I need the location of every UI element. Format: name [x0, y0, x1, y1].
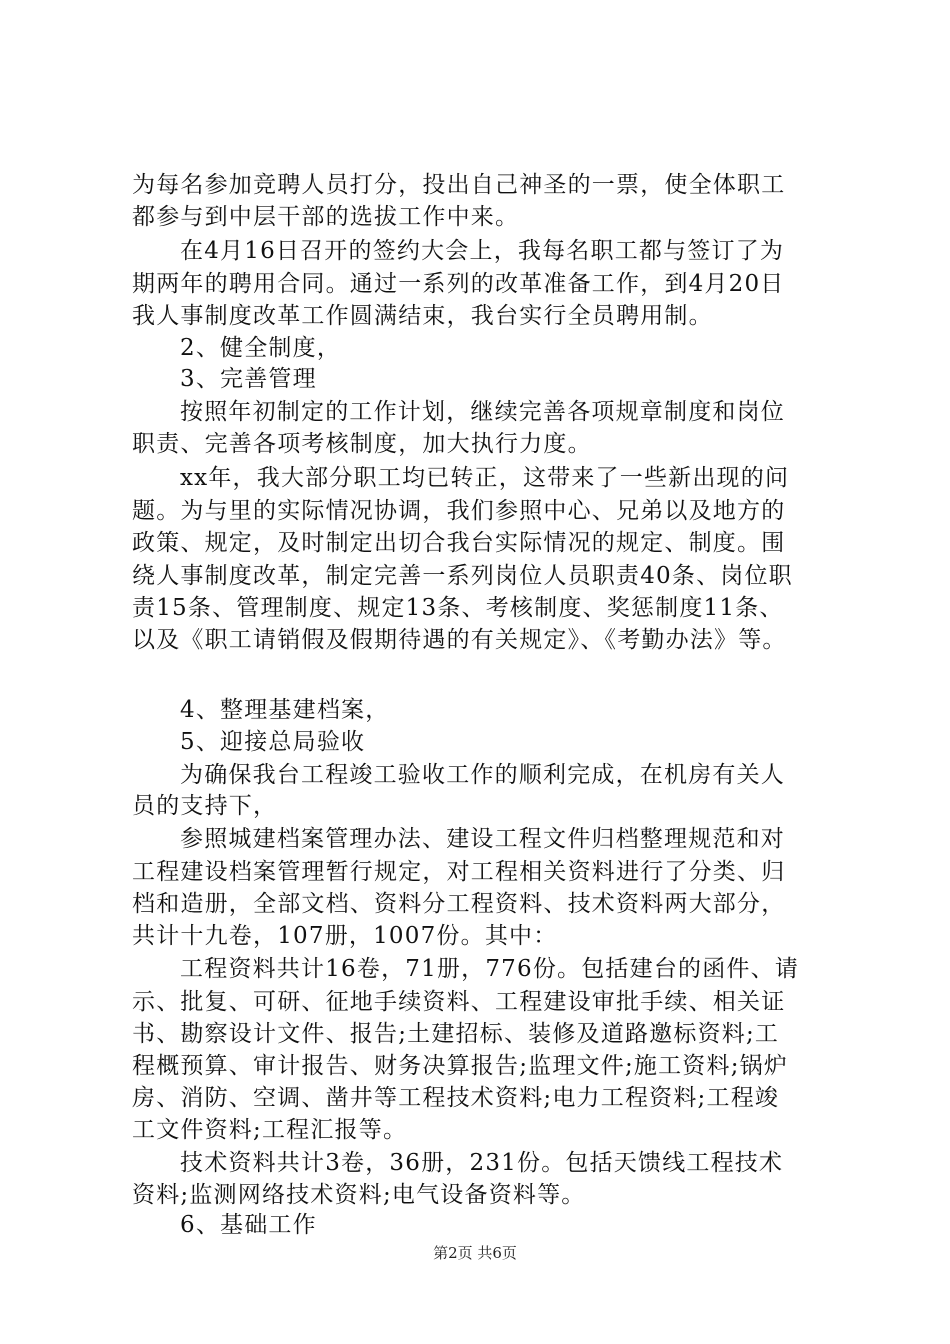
- text-line: 期两年的聘用合同。通过一系列的改革准备工作，到4月20日: [132, 271, 785, 297]
- page-number-footer: 第2页 共6页: [433, 1244, 517, 1262]
- text-line: 房、消防、空调、凿井等工程技术资料;电力工程资料;工程竣: [132, 1085, 780, 1111]
- text-line: 程概预算、审计报告、财务决算报告;监理文件;施工资料;锅炉: [132, 1053, 789, 1079]
- text-line: 工程资料共计16卷，71册，776份。包括建台的函件、请: [180, 956, 800, 982]
- text-line: 档和造册，全部文档、资料分工程资料、技术资料两大部分，: [132, 891, 786, 917]
- text-line: 在4月16日召开的签约大会上，我每名职工都与签订了为: [180, 238, 785, 264]
- text-line: 共计十九卷，107册，1007份。其中：: [132, 923, 558, 949]
- text-line: 以及《职工请销假及假期待遇的有关规定》、《考勤办法》等。: [132, 627, 787, 653]
- text-line: 为确保我台工程竣工验收工作的顺利完成，在机房有关人: [180, 762, 785, 788]
- text-line: 都参与到中层干部的选拔工作中来。: [132, 204, 520, 230]
- text-line: 政策、规定，及时制定出切合我台实际情况的规定、制度。围: [132, 530, 786, 556]
- text-line: 参照城建档案管理办法、建设工程文件归档整理规范和对: [180, 826, 785, 852]
- section-heading: 3、完善管理: [180, 366, 317, 392]
- text-line: 题。为与里的实际情况协调，我们参照中心、兄弟以及地方的: [132, 498, 786, 524]
- text-line: 职责、完善各项考核制度，加大执行力度。: [132, 431, 592, 457]
- text-line: 我人事制度改革工作圆满结束，我台实行全员聘用制。: [132, 303, 713, 329]
- section-heading: 5、迎接总局验收: [180, 729, 366, 755]
- text-line: 工文件资料;工程汇报等。: [132, 1117, 408, 1143]
- text-line: 技术资料共计3卷，36册，231份。包括天馈线工程技术: [180, 1150, 784, 1176]
- section-heading: 6、基础工作: [180, 1212, 317, 1238]
- text-line: 按照年初制定的工作计划，继续完善各项规章制度和岗位: [180, 399, 785, 425]
- text-line: 工程建设档案管理暂行规定，对工程相关资料进行了分类、归: [132, 859, 786, 885]
- text-line: 绕人事制度改革，制定完善一系列岗位人员职责40条、岗位职: [132, 563, 793, 589]
- text-line: 员的支持下，: [132, 793, 278, 819]
- text-line: 书、勘察设计文件、报告;土建招标、装修及道路邀标资料;工: [132, 1021, 780, 1047]
- text-line: 为每名参加竞聘人员打分，投出自己神圣的一票，使全体职工: [132, 172, 786, 198]
- section-heading: 4、整理基建档案，: [180, 697, 390, 723]
- text-line: xx年，我大部分职工均已转正，这带来了一些新出现的问: [180, 465, 790, 491]
- section-heading: 2、健全制度，: [180, 335, 342, 361]
- text-line: 资料;监测网络技术资料;电气设备资料等。: [132, 1182, 586, 1208]
- text-line: 责15条、管理制度、规定13条、考核制度、奖惩制度11条、: [132, 595, 784, 621]
- text-line: 示、批复、可研、征地手续资料、工程建设审批手续、相关证: [132, 989, 786, 1015]
